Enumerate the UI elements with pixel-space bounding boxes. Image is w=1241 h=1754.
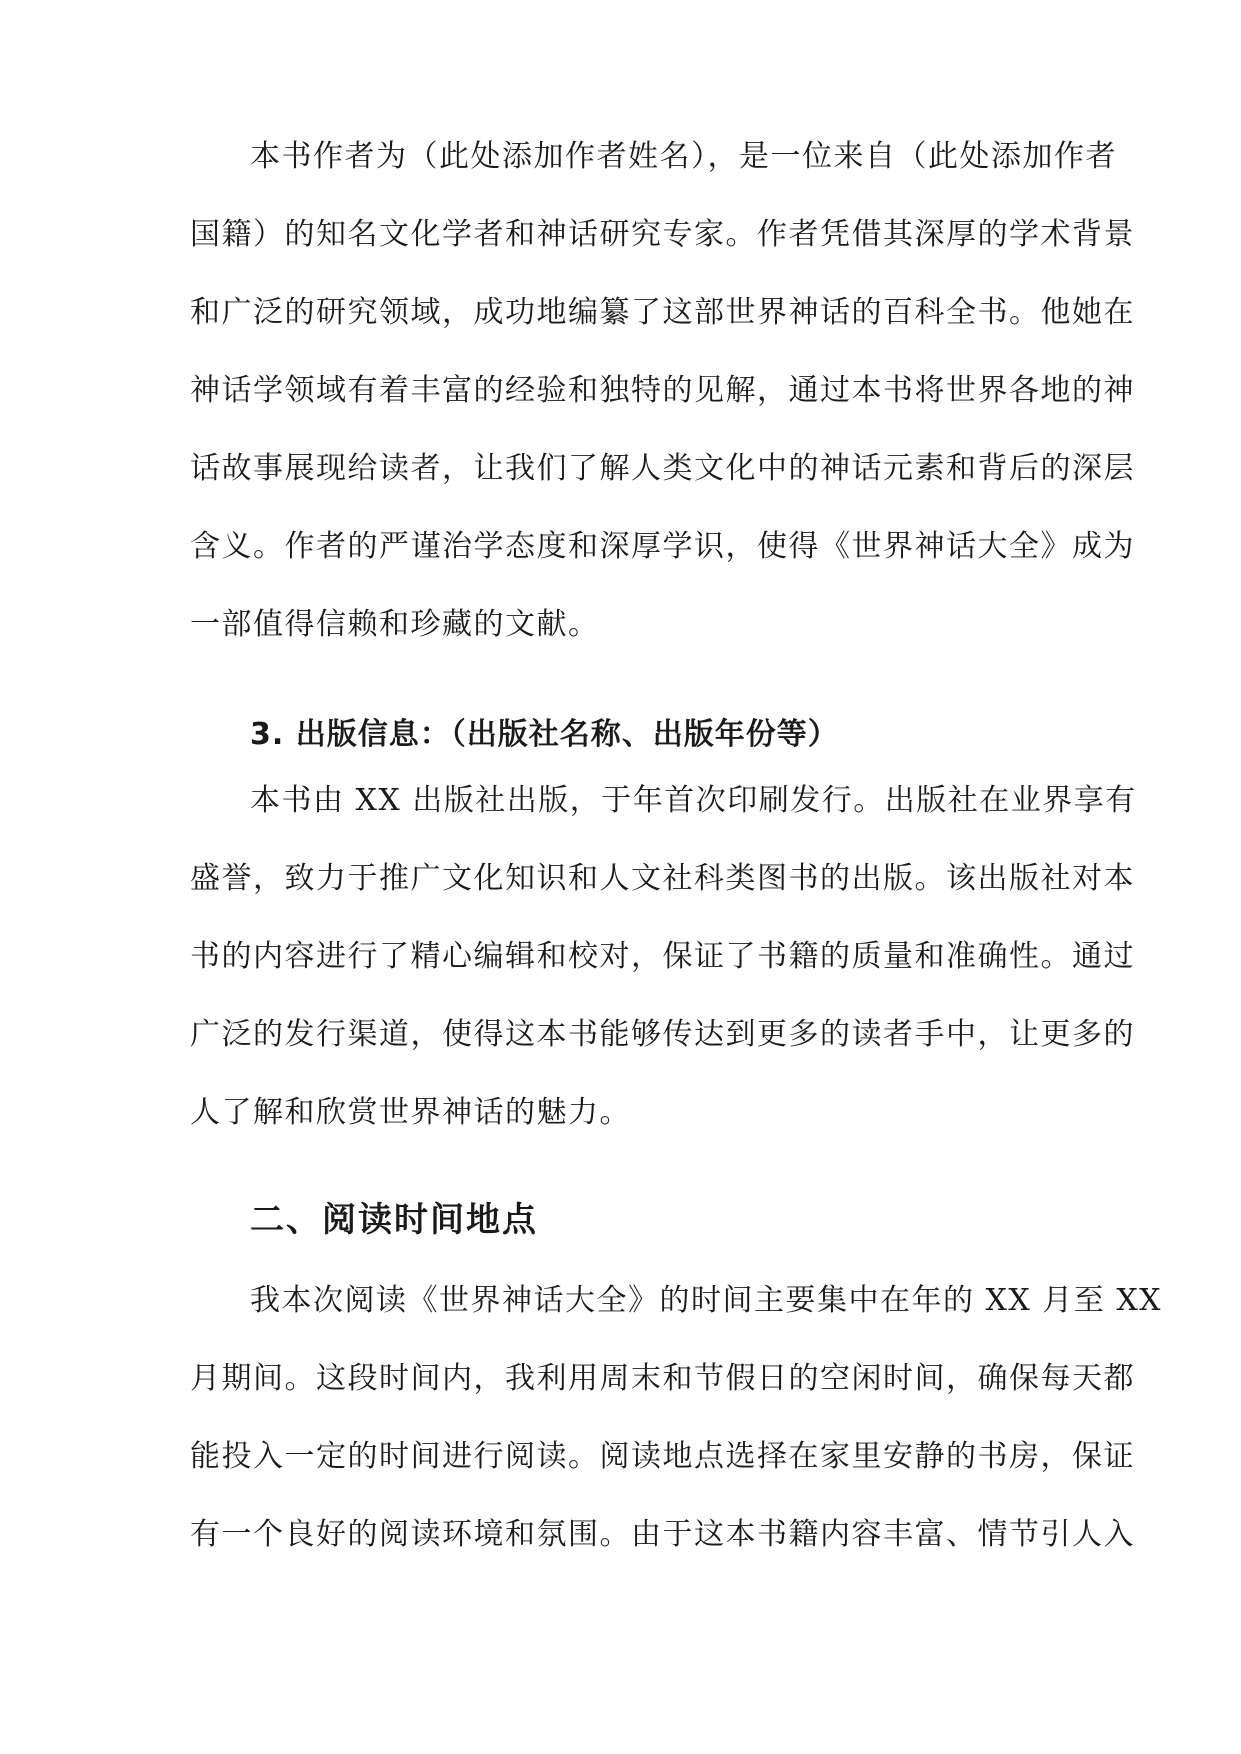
paragraph-line: 月期间。这段时间内，我利用周末和节假日的空闲时间，确保每天都: [190, 1361, 1135, 1396]
section-heading-publish-info: 3. 出版信息：（出版社名称、出版年份等）: [250, 717, 839, 752]
paragraph-line: 有一个良好的阅读环境和氛围。由于这本书籍内容丰富、情节引人入: [190, 1517, 1135, 1552]
paragraph-line: 广泛的发行渠道，使得这本书能够传达到更多的读者手中，让更多的: [190, 1017, 1135, 1052]
paragraph-line: 一部值得信赖和珍藏的文献。: [190, 607, 600, 642]
section-heading-reading-time-place: 二、阅读时间地点: [250, 1200, 538, 1240]
paragraph-author-bio: [190, 118, 1135, 664]
paragraph-line: 盛誉，致力于推广文化知识和人文社科类图书的出版。该出版社对本: [190, 861, 1135, 896]
paragraph-line: 我本次阅读《世界神话大全》的时间主要集中在年的 XX 月至 XX: [250, 1283, 1163, 1318]
paragraph-reading-time-place: [190, 1262, 1163, 1574]
paragraph-line: 神话学领域有着丰富的经验和独特的见解，通过本书将世界各地的神: [190, 373, 1135, 408]
paragraph-line: 能投入一定的时间进行阅读。阅读地点选择在家里安静的书房，保证: [190, 1439, 1135, 1474]
paragraph-publish-info: [190, 762, 1137, 1152]
paragraph-line: 含义。作者的严谨治学态度和深厚学识，使得《世界神话大全》成为: [190, 529, 1135, 564]
paragraph-line: 话故事展现给读者，让我们了解人类文化中的神话元素和背后的深层: [190, 451, 1135, 486]
paragraph-line: 和广泛的研究领域，成功地编纂了这部世界神话的百科全书。他她在: [190, 295, 1135, 330]
paragraph-line: 人了解和欣赏世界神话的魅力。: [190, 1095, 631, 1130]
paragraph-line: 国籍）的知名文化学者和神话研究专家。作者凭借其深厚的学术背景: [190, 217, 1135, 252]
paragraph-line: 本书作者为（此处添加作者姓名），是一位来自（此处添加作者: [250, 139, 1117, 174]
paragraph-line: 本书由 XX 出版社出版，于年首次印刷发行。出版社在业界享有: [250, 783, 1137, 818]
paragraph-line: 书的内容进行了精心编辑和校对，保证了书籍的质量和准确性。通过: [190, 939, 1135, 974]
